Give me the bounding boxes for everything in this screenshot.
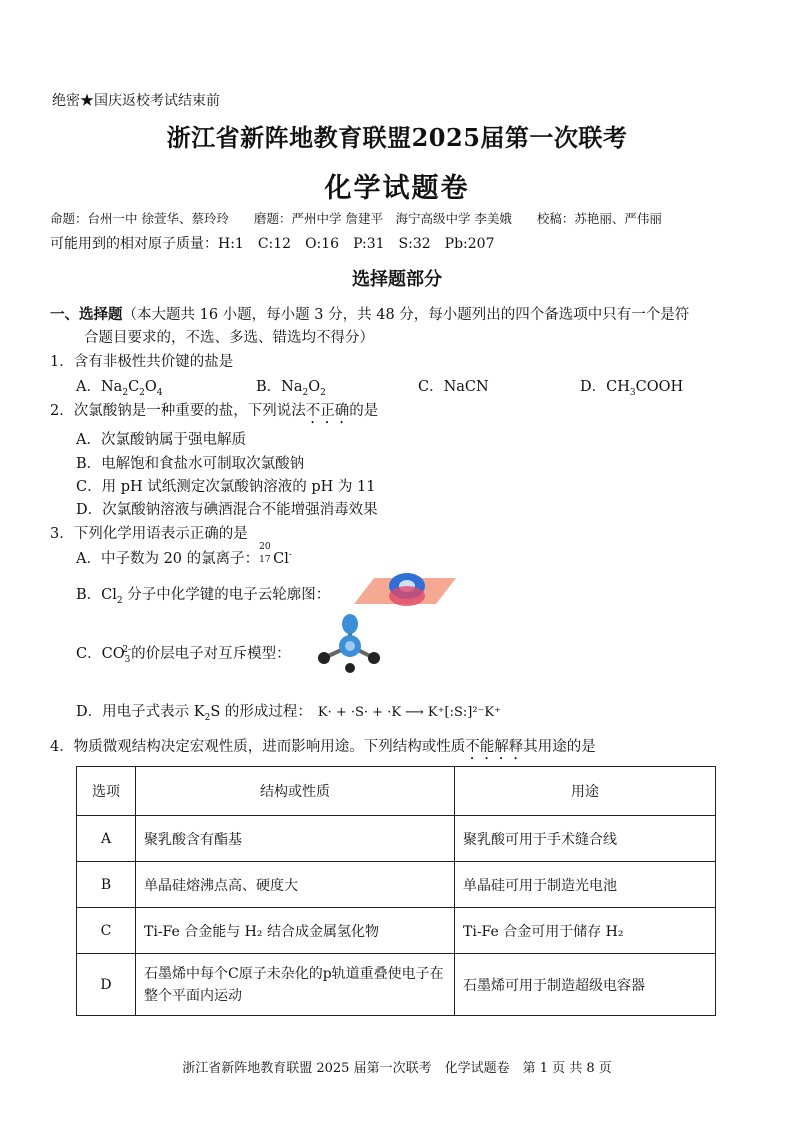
row-use: 单晶硅可用于制造光电池: [455, 862, 716, 908]
q3-option-c: C．$CO_3^{2-}$的价层电子对互斥模型：: [76, 645, 291, 665]
exam-title: 浙江省新阵地教育联盟2025届第一次联考: [166, 123, 628, 152]
row-option: A: [77, 816, 136, 862]
atomic-masses: 可能用到的相对原子质量：H:1 C:12 O:16 P:31 S:32 Pb:207: [50, 236, 495, 252]
table-header-row: [77, 767, 716, 816]
q2-option-a: A．次氯酸钠属于强电解质: [76, 432, 246, 448]
row-property: 石墨烯中每个C原子未杂化的p轨道重叠使电子在整个平面内运动: [136, 954, 455, 1016]
q2-option-c: C．用 pH 试纸测定次氯酸钠溶液的 pH 为 11: [76, 479, 376, 495]
q1-option-b: B．$Na_2O_2$: [256, 379, 326, 398]
q2-stem: 2．次氯酸钠是一种重要的盐，下列说法不正确的是: [50, 403, 379, 419]
q2-option-d: D．次氯酸钠溶液与碘酒混合不能增强消毒效果: [76, 502, 378, 518]
row-option: B: [77, 862, 136, 908]
q1-option-a: A．$Na_2C_2O_4$: [76, 379, 163, 398]
q3-option-b: B．$Cl_2$ 分子中化学键的电子云轮廓图：: [76, 587, 331, 606]
row-property: 单晶硅熔沸点高、硬度大: [136, 862, 455, 908]
part-heading-line2: 合题目要求的，不选、多选、错选均不得分）: [84, 330, 374, 346]
table-row: [77, 908, 716, 954]
vsepr-model-icon: [310, 612, 390, 674]
row-property: Ti-Fe 合金能与 H₂ 结合成金属氢化物: [136, 908, 455, 954]
authors-line: 命题：台州一中 徐萱华、蔡玲玲 磨题：严州中学 詹建平 海宁高级中学 李美娥 校稿：苏艳丽、严伟丽: [50, 211, 662, 226]
q1-option-c: C．NaCN: [418, 379, 489, 395]
header-use: 用途: [455, 767, 716, 816]
confidential-note: 绝密★国庆返校考试结束前: [52, 93, 220, 109]
part-heading-bold: 一、选择题: [50, 306, 123, 323]
row-use: 石墨烯可用于制造超级电容器: [455, 954, 716, 1016]
q4-stem: 4．物质微观结构决定宏观性质，进而影响用途。下列结构或性质不能解释其用途的是: [50, 739, 596, 755]
q3-stem: 3．下列化学用语表示正确的是: [50, 526, 248, 542]
row-option: D: [77, 954, 136, 1016]
header-property: 结构或性质: [136, 767, 455, 816]
q4-table: [76, 766, 716, 1016]
q1-stem: 1．含有非极性共价键的盐是: [50, 354, 234, 370]
q3-option-a: A．中子数为 20 的氯离子： 20 17 Cl-: [76, 542, 292, 567]
table-row: [77, 954, 716, 1016]
paper-subtitle: 化学试题卷: [324, 173, 470, 204]
part-heading: [50, 303, 689, 324]
q2-option-b: B．电解饱和食盐水可制取次氯酸钠: [76, 456, 305, 472]
table-row: [77, 862, 716, 908]
k2s-formation-equation: K· + ·S· + ·K ⟶ K⁺[:S:]²⁻K⁺: [317, 705, 501, 720]
electron-cloud-icon: [352, 568, 462, 612]
section-title: 选择题部分: [352, 269, 442, 290]
row-use: Ti-Fe 合金可用于储存 H₂: [455, 908, 716, 954]
q4-emphasis: 不能解释: [465, 739, 524, 755]
row-property: 聚乳酸含有酯基: [136, 816, 455, 862]
header-option: 选项: [77, 767, 136, 816]
part-heading-rest: （本大题共 16 小题，每小题 3 分，共 48 分，每小题列出的四个备选项中只有一个是符: [122, 307, 690, 323]
q1-option-d: D．$CH_3COOH$: [580, 379, 684, 398]
table-row: [77, 816, 716, 862]
page-footer: 浙江省新阵地教育联盟 2025 届第一次联考 化学试题卷 第 1 页 共 8 页: [182, 1061, 612, 1076]
row-use: 聚乳酸可用于手术缝合线: [455, 816, 716, 862]
q3-option-d: D．用电子式表示 $K_2S$ 的形成过程： K· + ·S· + ·K ⟶ K⁺[:S:]²⁻K⁺: [76, 704, 501, 723]
row-option: C: [77, 908, 136, 954]
q2-emphasis: 不正确: [305, 403, 350, 419]
